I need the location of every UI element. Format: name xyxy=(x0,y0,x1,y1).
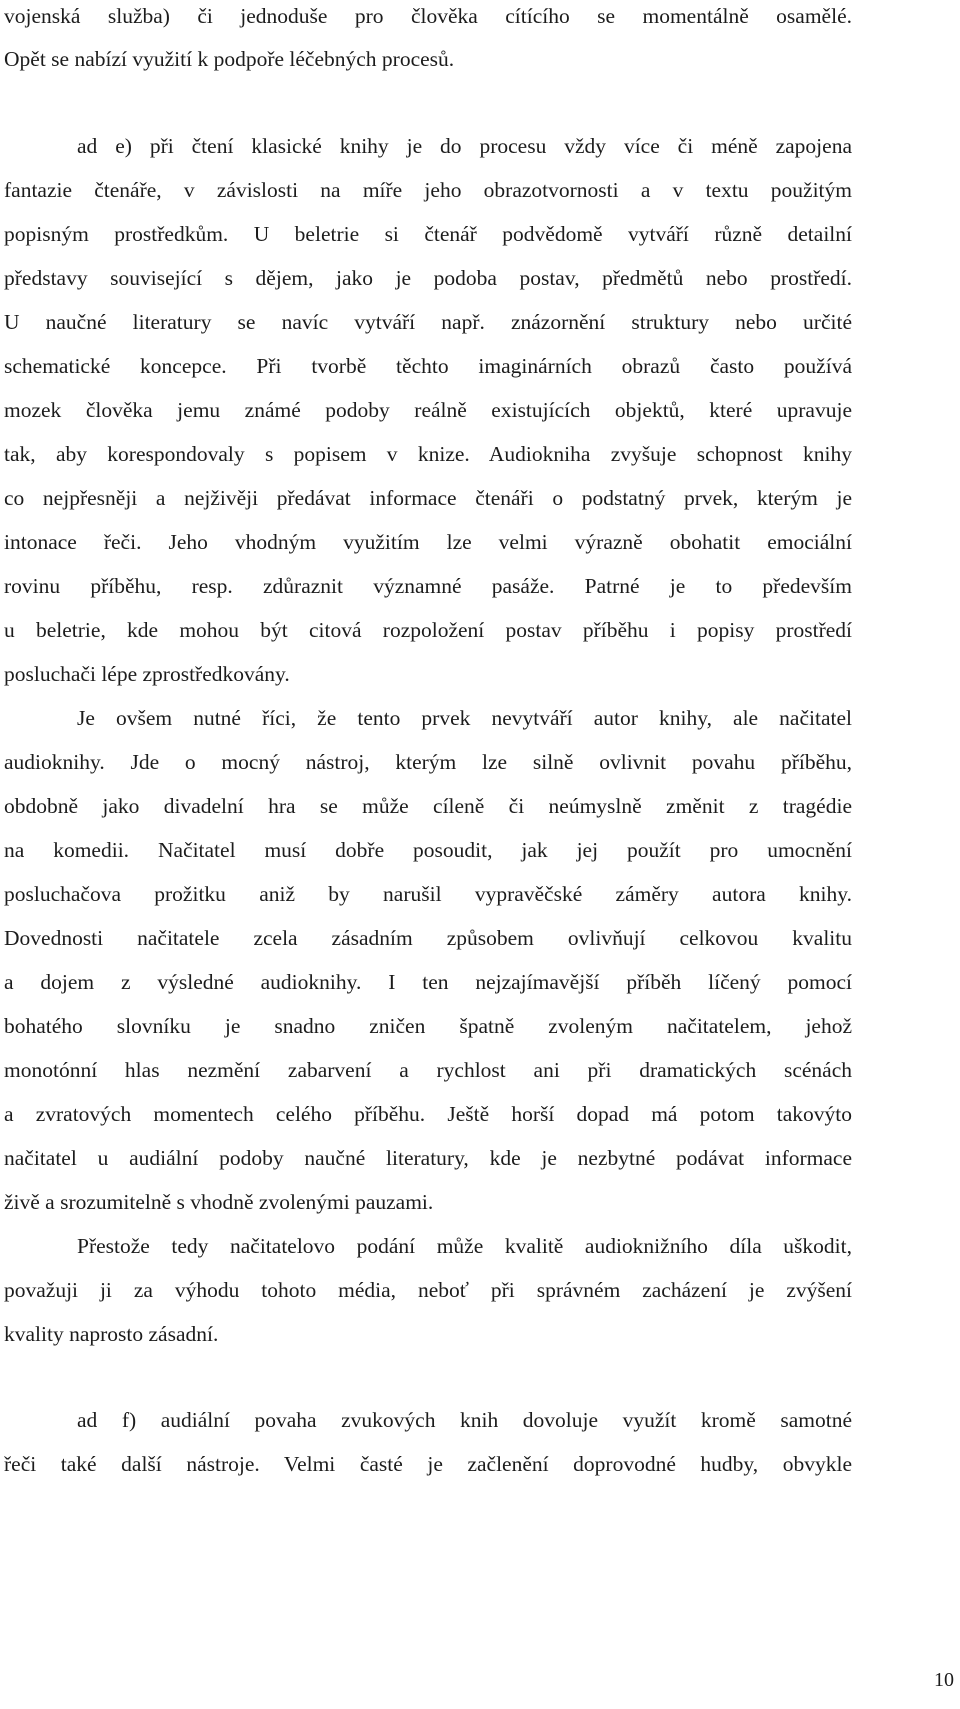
text-line: intonace řeči. Jeho vhodným využitím lze velmi výrazně obohatit emociální xyxy=(4,530,852,554)
text-line: obdobně jako divadelní hra se může cíleně či neúmyslně změnit z tragédie xyxy=(4,794,852,818)
text-line: a dojem z výsledné audioknihy. I ten nejzajímavější příběh líčený pomocí xyxy=(4,970,852,994)
text-line: schematické koncepce. Při tvorbě těchto imaginárních obrazů často používá xyxy=(4,354,852,378)
text-line: rovinu příběhu, resp. zdůraznit významné pasáže. Patrné je to především xyxy=(4,574,852,598)
page-number: 10 xyxy=(934,1669,954,1691)
text-line: Opět se nabízí využití k podpoře léčebných procesů. xyxy=(4,47,455,71)
text-line: posluchačova prožitku aniž by narušil vypravěčské záměry autora knihy. xyxy=(4,882,852,906)
text-line: řeči také další nástroje. Velmi časté je začlenění doprovodné hudby, obvykle xyxy=(4,1452,852,1476)
text-line: kvality naprosto zásadní. xyxy=(4,1322,219,1346)
text-line: na komedii. Načitatel musí dobře posoudit, jak jej použít pro umocnění xyxy=(4,838,852,862)
text-line: monotónní hlas nezmění zabarvení a rychlost ani při dramatických scénách xyxy=(4,1058,852,1082)
text-line: živě a srozumitelně s vhodně zvolenými pauzami. xyxy=(4,1190,434,1214)
text-line: bohatého slovníku je snadno zničen špatně zvoleným načitatelem, jehož xyxy=(4,1014,852,1038)
text-line: popisným prostředkům. U beletrie si čtenář podvědomě vytváří různě detailní xyxy=(4,222,852,246)
text-line: Je ovšem nutné říci, že tento prvek nevytváří autor knihy, ale načitatel xyxy=(77,706,852,730)
text-line: považuji ji za výhodu tohoto média, neboť při správném zacházení je zvýšení xyxy=(4,1278,852,1302)
text-line: ad f) audiální povaha zvukových knih dovoluje využít kromě samotné xyxy=(77,1408,852,1432)
text-line: u beletrie, kde mohou být citová rozpoložení postav příběhu i popisy prostředí xyxy=(4,618,852,642)
text-line: U naučné literatury se navíc vytváří např. znázornění struktury nebo určité xyxy=(4,310,852,334)
text-line: představy související s dějem, jako je podoba postav, předmětů nebo prostředí. xyxy=(4,266,852,290)
text-line: načitatel u audiální podoby naučné literatury, kde je nezbytné podávat informace xyxy=(4,1146,852,1170)
text-line: co nejpřesněji a nejživěji předávat informace čtenáři o podstatný prvek, kterým je xyxy=(4,486,852,510)
text-line: mozek člověka jemu známé podoby reálně existujících objektů, které upravuje xyxy=(4,398,852,422)
text-line: ad e) při čtení klasické knihy je do procesu vždy více či méně zapojena xyxy=(77,134,852,158)
text-line: a zvratových momentech celého příběhu. Ještě horší dopad má potom takovýto xyxy=(4,1102,852,1126)
text-line: Dovednosti načitatele zcela zásadním způsobem ovlivňují celkovou kvalitu xyxy=(4,926,852,950)
text-line: tak, aby korespondovaly s popisem v knize. Audiokniha zvyšuje schopnost knihy xyxy=(4,442,852,466)
text-line: posluchači lépe zprostředkovány. xyxy=(4,662,290,686)
text-line: fantazie čtenáře, v závislosti na míře jeho obrazotvornosti a v textu použitým xyxy=(4,178,852,202)
text-line: audioknihy. Jde o mocný nástroj, kterým lze silně ovlivnit povahu příběhu, xyxy=(4,750,852,774)
text-line: vojenská služba) či jednoduše pro člověka cítícího se momentálně osamělé. xyxy=(4,4,852,28)
text-line: Přestože tedy načitatelovo podání může kvalitě audioknižního díla uškodit, xyxy=(77,1234,852,1258)
